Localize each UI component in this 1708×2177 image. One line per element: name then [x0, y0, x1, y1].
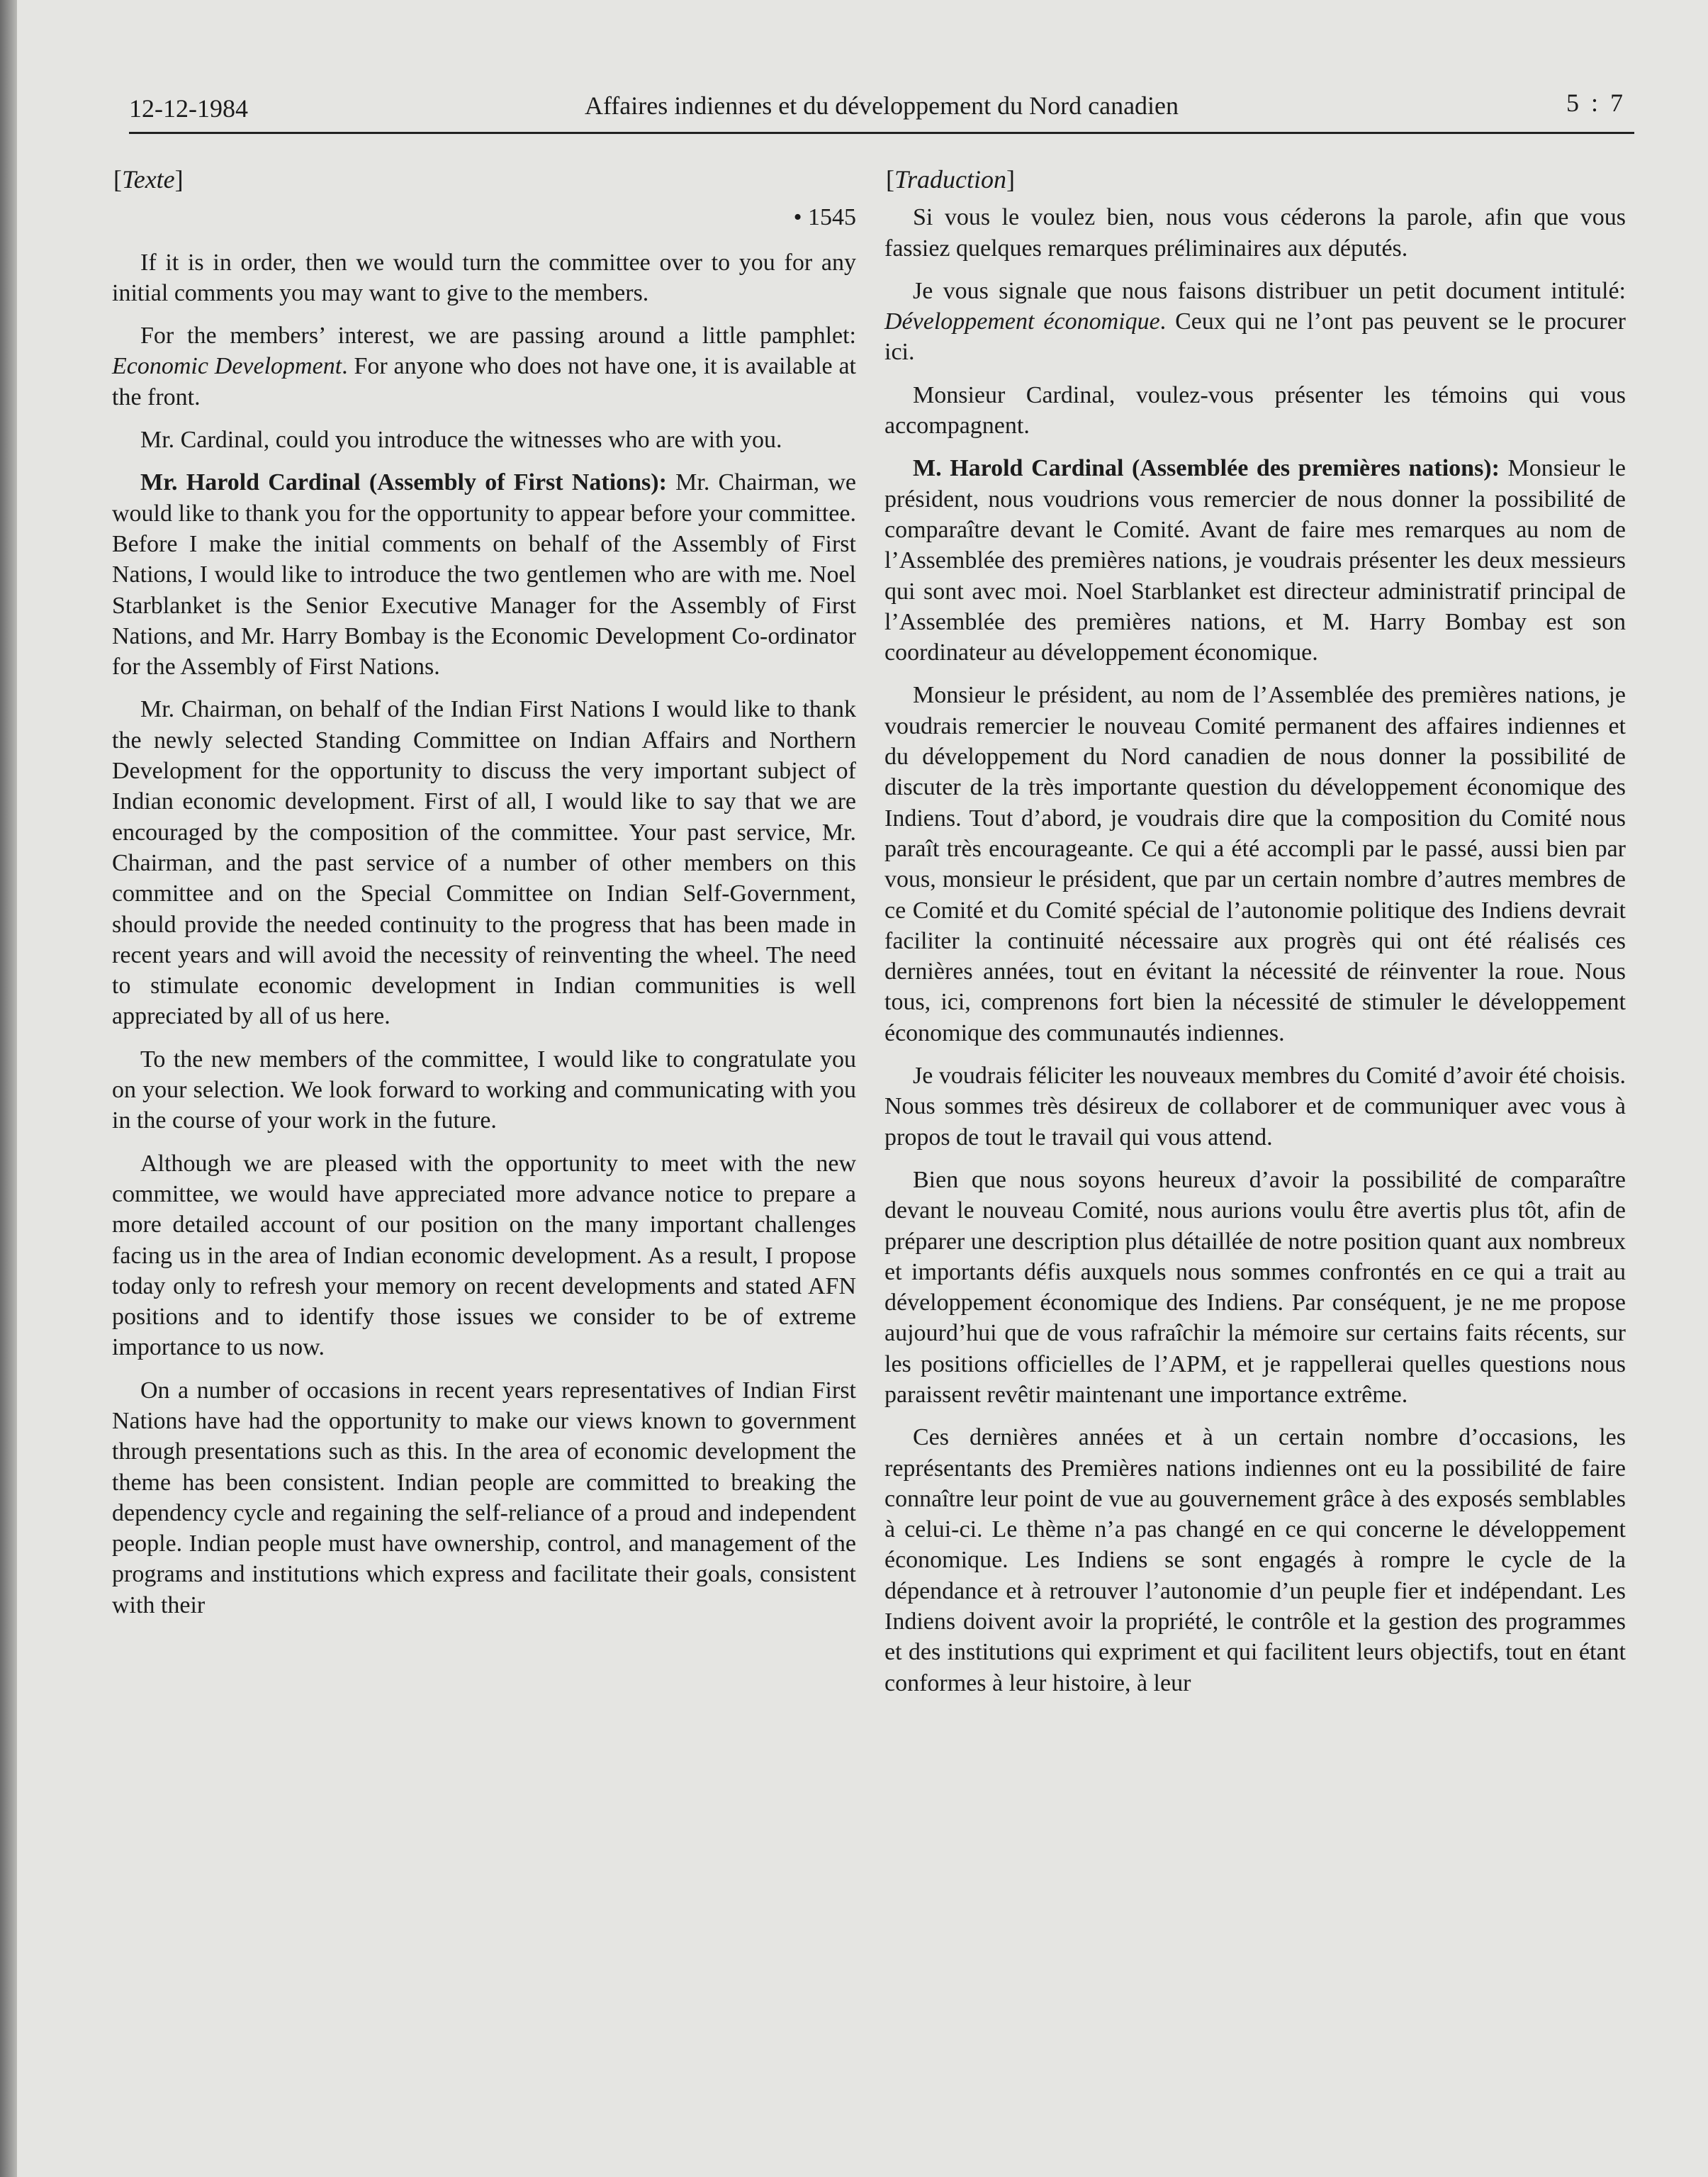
paragraph-5-fr: Monsieur le président, au nom de l’Assemblée des premières nations, je voudrais remercier le nouveau Comité permanent des affaires indiennes et du développement du Nord canadien de nous donner la possibilité de discuter de la très importante question du développement économique des Indiens. Tout d’abord, je voudrais dire que la composition du Comité nous paraît très encourageante. Ce qui a été accompli par le passé, aussi bien par vous, monsieur le président, que par un certain nombre d’autres membres de ce Comité et du Comité spécial de l’autonomie politique des Indiens devrait faciliter la continuité nécessaire aux progrès qui ont été réalisés ces dernières années, tout en évitant la nécessité de réinventer la roue. Nous tous, ici, comprenons fort bien la nécessité de stimuler le développement économique des communautés indiennes.	[884, 682, 1626, 1046]
paragraph-5: Mr. Chairman, on behalf of the Indian First Nations I would like to thank the newly selected Standing Committee on Indian Affairs and Northern Development for the opportunity to discuss the very important subject of Indian economic development. First of all, I would like to say that we are encouraged by the composition of the committee. Your past service, Mr. Chairman, and the past service of a number of other members on this committee and on the Special Committee on Indian Self-Government, should provide the needed continuity to the progress that has been made in recent years and will avoid the necessity of reinventing the wheel. The need to stimulate economic development in Indian communities is well appreciated by all of us here.	[112, 696, 856, 1030]
paragraph-7: Although we are pleased with the opportunity to meet with the new committee, we would have appreciated more advance notice to prepare a more detailed account of our position on the many important challenges facing us in the area of Indian economic development. As a result, I propose today only to refresh your memory on recent developments and stated AFN positions and to identify those issues we consider to be of extreme importance to us now.	[112, 1150, 856, 1361]
pamphlet-title-fr: Développement économique	[884, 308, 1160, 335]
running-header	[129, 85, 1634, 134]
paragraph-7-fr: Bien que nous soyons heureux d’avoir la possibilité de comparaître devant le nouveau Comité, nous aurions voulu être avertis plus tôt, afin de préparer une description plus détaillée de notre position quant aux nombreux et importants défis auxquels nous sommes confrontés en ce qui a trait au développement économique des Indiens. Par conséquent, je ne me propose aujourd’hui que de vous rafraîchir la mémoire sur certains faits récents, sur les positions officielles de l’APM, et je rappellerai quelles questions nous paraissent revêtir maintenant une importance extrême.	[884, 1166, 1626, 1408]
header-page-number: 5 : 7	[1566, 89, 1626, 117]
paragraph-3-fr: Monsieur Cardinal, voulez-vous présenter les témoins qui vous accompagnent.	[884, 381, 1626, 440]
paragraph-8-fr: Ces dernières années et à un certain nombre d’occasions, les représentants des Premières nations indiennes ont eu la possibilité de faire connaître leur point de vue au gouvernement grâce à des exposés semblables à celui-ci. Le thème n’a pas changé en ce qui concerne le développement économique. Les Indiens se sont engagés à rompre le cycle de la dépendance et à retrouver l’autonomie d’un peuple fier et indépendant. Les Indiens doivent avoir la propriété, le contrôle et la gestion des programmes et des institutions qui expriment et qui facilitent leurs objectifs, tout en étant conformes à leur histoire, à leur	[884, 1424, 1626, 1696]
french-column	[884, 164, 1626, 1711]
paragraph-4: Mr. Harold Cardinal (Assembly of First Nations): Mr. Chairman, we would like to thank you for the opportunity to appear before your committee. Before I make the initial comments on behalf of the Assembly of First Nations, I would like to introduce the two gentlemen who are with me. Noel Starblanket is the Senior Executive Manager for the Assembly of First Nations, and Mr. Harry Bombay is the Economic Development Co-ordinator for the Assembly of First Nations.	[112, 469, 857, 681]
paragraph-6-fr: Je voudrais féliciter les nouveaux membres du Comité d’avoir été choisis. Nous sommes très désireux de collaborer et de communiquer avec vous à propos de tout le travail qui vous attend.	[884, 1063, 1626, 1151]
paragraph-6: To the new members of the committee, I would like to congratulate you on your selection. We look forward to working and communicating with you in the course of your work in the future.	[112, 1046, 856, 1134]
speaker-name: Mr. Harold Cardinal (Assembly of First Nations):	[140, 469, 667, 496]
paragraph-1: If it is in order, then we would turn the committee over to you for any initial comments you may want to give to the members.	[112, 249, 856, 306]
english-column	[112, 164, 856, 1633]
paragraph-4-fr: M. Harold Cardinal (Assemblée des premières nations): Monsieur le président, nous voudrions vous remercier de nous donner la possibilité de comparaître devant le Comité. Avant de faire mes remarques au nom de l’Assemblée des premières nations, je voudrais présenter les deux messieurs qui sont avec moi. Noel Starblanket est directeur administratif principal de l’Assemblée des premières nations, et M. Harry Bombay est son coordinateur au développement économique.	[884, 455, 1626, 666]
paragraph-3: Mr. Cardinal, could you introduce the witnesses who are with you.	[140, 427, 782, 454]
paragraph-2-fr: Je vous signale que nous faisons distribuer un petit document intitulé: Développement économique. Ceux qui ne l’ont pas peuvent se le procurer ici.	[884, 277, 1626, 366]
column-label-traduction: [Traduction]	[886, 165, 1016, 194]
pamphlet-title: Economic Development	[112, 353, 342, 380]
header-title: Affaires indiennes et du développement du Nord canadien	[584, 91, 1179, 120]
time-marker: • 1545	[793, 204, 856, 231]
header-date: 12-12-1984	[129, 94, 248, 123]
page-binding-shadow	[0, 0, 17, 2177]
paragraph-1-fr: Si vous le voulez bien, nous vous céderons la parole, afin que vous fassiez quelques remarques préliminaires aux députés.	[884, 204, 1626, 262]
paragraph-2: For the members’ interest, we are passing around a little pamphlet: Economic Development. For anyone who does not have one, it is available at the front.	[112, 323, 856, 410]
speaker-name-fr: M. Harold Cardinal (Assemblée des premières nations):	[913, 455, 1500, 482]
column-label-texte: [Texte]	[113, 165, 184, 194]
paragraph-8: On a number of occasions in recent years representatives of Indian First Nations have had the opportunity to make our views known to government through presentations such as this. In the area of economic development the theme has been consistent. Indian people are committed to breaking the dependency cycle and regaining the self-reliance of a proud and independent people. Indian people must have ownership, control, and management of the programs and institutions which express and facilitate their goals, consistent with their	[112, 1377, 856, 1618]
